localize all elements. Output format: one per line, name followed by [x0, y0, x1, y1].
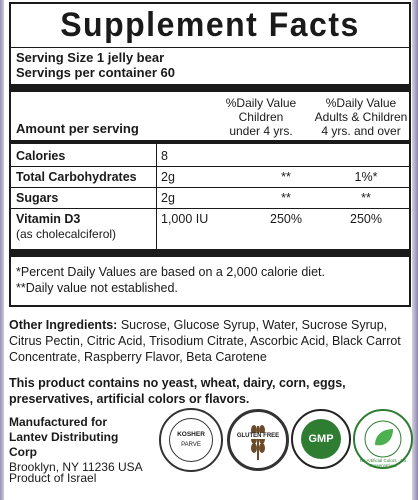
gmp-certification-icon [291, 409, 351, 469]
servings-per-container: Servings per container 60 [16, 65, 175, 80]
other-ingredients [9, 317, 409, 365]
nutrient-children-dv: ** [281, 191, 291, 205]
vitamin-d3-form: (as cholecalciferol) [16, 227, 117, 241]
manufacturer-address: Brooklyn, NY 11236 USA [9, 460, 143, 474]
footnote-daily-values: *Percent Daily Values are based on a 2,000 calorie diet. [16, 265, 325, 279]
ingredients-label: Other Ingredients: [9, 318, 118, 332]
kosher-inner-ring [169, 418, 213, 462]
kosher-label: KOSHER [177, 431, 205, 438]
children-header-line1: %Daily Value [225, 96, 297, 110]
manufacturer-line1: Manufactured for [9, 415, 108, 429]
right-edge-shadow [412, 0, 418, 500]
nutrient-children-dv: 250% [270, 212, 302, 226]
manufacturer-name: Lantev Distributing Corp [9, 430, 119, 459]
thick-rule-bottom [11, 249, 409, 257]
gluten-free-icon [227, 409, 289, 471]
children-header-line2: Children [238, 110, 284, 124]
amount-per-serving-header: Amount per serving [16, 121, 139, 136]
parve-label: PARVE [181, 442, 201, 448]
serving-size: Serving Size 1 jelly bear [16, 50, 165, 65]
nutrient-name: Vitamin D3 [16, 212, 81, 226]
thick-rule-mid [11, 140, 409, 144]
children-header-line3: under 4 yrs. [229, 124, 293, 138]
natural-badge-label: No Artificial Colors · No Preservatives [359, 458, 407, 468]
nutrient-amount: 2g [161, 170, 175, 184]
product-origin: Product of Israel [9, 471, 97, 485]
gmp-label: GMP [308, 433, 334, 445]
left-edge-shadow [0, 0, 4, 500]
adults-header-line3: 4 yrs. and over [321, 124, 401, 138]
supplement-facts-panel [9, 2, 411, 307]
nutrient-amount: 2g [161, 191, 175, 205]
gluten-free-label: GLUTEN FREE [234, 433, 282, 439]
children-column-header [216, 96, 306, 138]
ingredients-text: Sucrose, Glucose Syrup, Water, Sucrose Syrup, Citrus Pectin, Citric Acid, Trisodium Citrate, Ascorbic Acid, Black Carrot Concentrate, Raspberry Flavor, Beta Carotene [9, 318, 401, 364]
title-rule [11, 47, 409, 48]
thick-rule-top [11, 84, 409, 92]
no-artificial-colors-icon [353, 409, 413, 469]
allergen-statement: This product contains no yeast, wheat, dairy, corn, eggs, preservatives, artificial colors or flavors. [9, 376, 346, 406]
row-rule [11, 208, 409, 209]
nutrient-name: Total Carbohydrates [16, 170, 137, 184]
adults-header-line2: Adults & Children [314, 110, 408, 124]
column-divider [156, 144, 157, 249]
nutrient-name: Calories [16, 149, 66, 163]
nutrient-adults-dv: 250% [350, 212, 382, 226]
row-rule [11, 187, 409, 188]
adults-column-header [311, 96, 411, 138]
footnote-not-established: **Daily value not established. [16, 281, 178, 295]
nutrient-name: Sugars [16, 191, 59, 205]
manufacturer-info [9, 415, 149, 475]
panel-title: Supplement Facts [60, 4, 360, 44]
nutrient-adults-dv: ** [361, 191, 371, 205]
adults-header-line1: %Daily Value [325, 96, 397, 110]
nutrient-amount: 1,000 IU [161, 212, 209, 226]
nutrient-adults-dv: 1%* [354, 170, 378, 184]
nutrient-children-dv: ** [281, 170, 291, 184]
nutrient-amount: 8 [161, 149, 168, 163]
kosher-certification-icon [159, 408, 223, 472]
row-rule [11, 166, 409, 167]
wheat-icon [230, 412, 286, 468]
